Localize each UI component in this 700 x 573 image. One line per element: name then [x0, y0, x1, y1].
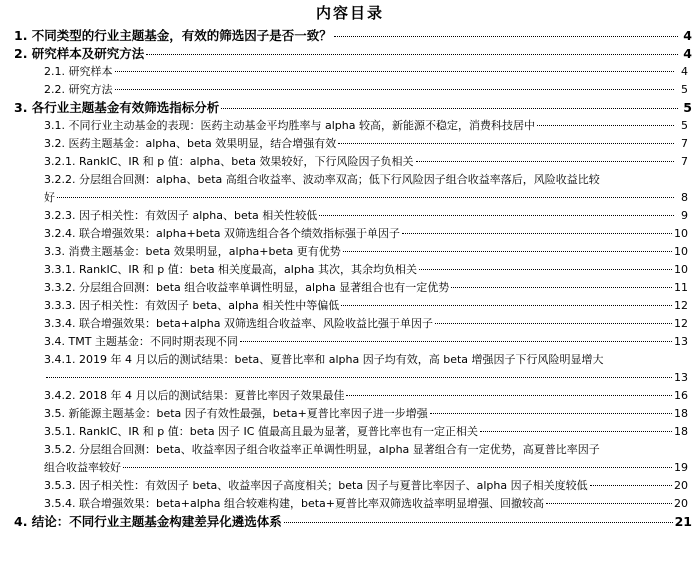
toc-entry-text: 3.3.1. RankIC、IR 和 p 值：beta 相关度最高，alpha 其次，其余均负相关: [44, 263, 418, 276]
toc-page-number: 18: [674, 425, 688, 438]
toc-list: [0, 27, 700, 531]
toc-page-number: 21: [674, 514, 692, 529]
toc-entry-e13[interactable]: [0, 261, 700, 279]
toc-page-number: 7: [681, 155, 688, 168]
dot-leader: [338, 143, 674, 144]
toc-entry-text: 3.2. 医药主题基金：alpha、beta 效果明显，结合增强有效: [44, 137, 337, 150]
toc-entry-row: [14, 27, 692, 45]
toc-entry-row: [44, 369, 688, 387]
dot-leader: [221, 108, 678, 109]
dot-leader: [284, 522, 673, 523]
dot-leader: [435, 323, 672, 324]
toc-entry-row: [44, 261, 688, 279]
toc-entry-e10[interactable]: [0, 207, 700, 225]
toc-entry-row: [44, 117, 688, 135]
toc-entry-e19[interactable]: [0, 387, 700, 405]
dot-leader: [451, 287, 672, 288]
toc-entry-row: [44, 225, 688, 243]
toc-entry-row: [44, 207, 688, 225]
toc-entry-e4[interactable]: [0, 81, 700, 99]
toc-page-number: 20: [674, 497, 688, 510]
toc-entry-row: [44, 135, 688, 153]
dot-leader: [115, 71, 675, 72]
toc-page-number: 18: [674, 407, 688, 420]
toc-page-number: 9: [681, 209, 688, 222]
toc-entry-e25[interactable]: [0, 513, 700, 531]
dot-leader: [430, 413, 672, 414]
toc-entry-text: 3.2.1. RankIC、IR 和 p 值：alpha、beta 效果较好，下行风险因子负相关: [44, 155, 414, 168]
dot-leader: [115, 89, 675, 90]
dot-leader: [419, 269, 672, 270]
toc-entry-text: 组合收益率较好: [44, 461, 121, 474]
toc-entry-text: 3. 各行业主题基金有效筛选指标分析: [14, 100, 220, 115]
toc-entry-text: 3.2.4. 联合增强效果：alpha+beta 双筛选组合各个绩效指标强于单因子: [44, 227, 400, 240]
dot-leader: [480, 431, 672, 432]
toc-entry-e9[interactable]: [0, 171, 700, 207]
dot-leader: [546, 503, 672, 504]
dot-leader: [590, 485, 672, 486]
toc-entry-row: [14, 513, 692, 531]
toc-page-number: 7: [681, 137, 688, 150]
toc-page-number: 8: [681, 191, 688, 204]
dot-leader: [537, 125, 674, 126]
toc-page-number: 4: [681, 65, 688, 78]
toc-entry-row: [14, 99, 692, 117]
toc-entry-text: 3.5.3. 因子相关性：有效因子 beta、收益率因子高度相关；beta 因子与夏普比率因子、alpha 因子相关度较低: [44, 479, 588, 492]
toc-entry-row: [44, 477, 688, 495]
toc-page-number: 13: [674, 335, 688, 348]
toc-entry-e1[interactable]: [0, 27, 700, 45]
toc-entry-e23[interactable]: [0, 477, 700, 495]
toc-entry-text: 3.5. 新能源主题基金：beta 因子有效性最强，beta+夏普比率因子进一步增强: [44, 407, 428, 420]
toc-page-number: 10: [674, 245, 688, 258]
toc-entry-e20[interactable]: [0, 405, 700, 423]
dot-leader: [46, 377, 672, 378]
toc-entry-text: 3.2.2. 分层组合回测：alpha、beta 高组合收益率、波动率双高；低下行风险因子组合收益率落后，风险收益比较: [44, 173, 600, 186]
toc-entry-e18[interactable]: [0, 351, 700, 387]
toc-entry-e22[interactable]: [0, 441, 700, 477]
toc-entry-e16[interactable]: [0, 315, 700, 333]
toc-entry-e3[interactable]: [0, 63, 700, 81]
dot-leader: [402, 233, 672, 234]
toc-entry-row: [44, 423, 688, 441]
toc-page-number: 4: [683, 46, 692, 61]
toc-entry-e24[interactable]: [0, 495, 700, 513]
toc-entry-text: 3.4.2. 2018 年 4 月以后的测试结果：夏普比率因子效果最佳: [44, 389, 345, 402]
toc-entry-e7[interactable]: [0, 135, 700, 153]
toc-entry-text: 3.2.3. 因子相关性：有效因子 alpha、beta 相关性较低: [44, 209, 318, 222]
toc-entry-e17[interactable]: [0, 333, 700, 351]
toc-entry-text: 4. 结论：不同行业主题基金构建差异化遴选体系: [14, 514, 282, 529]
toc-page-number: 12: [674, 299, 688, 312]
toc-entry-e5[interactable]: [0, 99, 700, 117]
toc-entry-e8[interactable]: [0, 153, 700, 171]
toc-entry-row: [44, 297, 688, 315]
dot-leader: [123, 467, 672, 468]
toc-entry-e21[interactable]: [0, 423, 700, 441]
toc-entry-row: [44, 81, 688, 99]
toc-entry-row: [14, 45, 692, 63]
toc-page-number: 10: [674, 227, 688, 240]
toc-entry-row: [44, 189, 688, 207]
toc-entry-row: [44, 315, 688, 333]
toc-entry-e6[interactable]: [0, 117, 700, 135]
toc-entry-e11[interactable]: [0, 225, 700, 243]
toc-page-number: 11: [674, 281, 688, 294]
toc-entry-row: [44, 459, 688, 477]
toc-entry-text: 3.1. 不同行业主动基金的表现：医药主动基金平均胜率与 alpha 较高，新能源不稳定，消费科技居中: [44, 119, 535, 132]
toc-entry-e14[interactable]: [0, 279, 700, 297]
toc-entry-text: 2.1. 研究样本: [44, 65, 113, 78]
dot-leader: [146, 54, 678, 55]
toc-title: 内容目录: [315, 4, 384, 22]
toc-page-number: 5: [681, 83, 688, 96]
toc-entry-text: 3.3.3. 因子相关性：有效因子 beta、alpha 相关性中等偏低: [44, 299, 340, 312]
toc-entry-e15[interactable]: [0, 297, 700, 315]
toc-page-number: 5: [681, 119, 688, 132]
toc-entry-text: 3.5.2. 分层组合回测：beta、收益率因子组合收益率正单调性明显，alpha 显著组合有一定优势，高夏普比率因子: [44, 443, 600, 456]
toc-entry-row: [44, 387, 688, 405]
toc-entry-text: 1. 不同类型的行业主题基金，有效的筛选因子是否一致？: [14, 28, 332, 43]
toc-entry-text: 2.2. 研究方法: [44, 83, 113, 96]
toc-entry-row: [44, 495, 688, 513]
toc-page-number: 19: [674, 461, 688, 474]
dot-leader: [416, 161, 674, 162]
toc-entry-row: [44, 333, 688, 351]
toc-entry-row: [44, 243, 688, 261]
toc-entry-row: [44, 279, 688, 297]
toc-page-number: 16: [674, 389, 688, 402]
toc-entry-text: 3.4. TMT 主题基金：不同时期表现不同: [44, 335, 238, 348]
toc-entry-e12[interactable]: [0, 243, 700, 261]
dot-leader: [346, 395, 672, 396]
toc-entry-row: [44, 405, 688, 423]
toc-page-number: 4: [683, 28, 692, 43]
toc-entry-text: 2. 研究样本及研究方法: [14, 46, 145, 61]
toc-page-number: 5: [683, 100, 692, 115]
toc-entry-row: [44, 153, 688, 171]
toc-page-number: 10: [674, 263, 688, 276]
toc-entry-e2[interactable]: [0, 45, 700, 63]
toc-entry-text: 3.3.2. 分层组合回测：beta 组合收益率单调性明显，alpha 显著组合也有一定优势: [44, 281, 450, 294]
dot-leader: [319, 215, 674, 216]
dot-leader: [57, 197, 674, 198]
dot-leader: [343, 251, 672, 252]
toc-page-number: 20: [674, 479, 688, 492]
toc-entry-text: 3.3.4. 联合增强效果：beta+alpha 双筛选组合收益率、风险收益比强于单因子: [44, 317, 433, 330]
toc-entry-text: 好: [44, 191, 55, 204]
toc-page-number: 13: [674, 371, 688, 384]
dot-leader: [334, 36, 678, 37]
toc-entry-text: 3.5.1. RankIC、IR 和 p 值：beta 因子 IC 值最高且最为显著，夏普比率也有一定正相关: [44, 425, 478, 438]
dot-leader: [240, 341, 672, 342]
toc-entry-row: [44, 63, 688, 81]
toc-entry-text: 3.4.1. 2019 年 4 月以后的测试结果：beta、夏普比率和 alpha 因子均有效，高 beta 增强因子下行风险明显增大: [44, 353, 604, 366]
dot-leader: [341, 305, 672, 306]
toc-entry-text: 3.5.4. 联合增强效果：beta+alpha 组合较难构建，beta+夏普比率双筛选收益率明显增强、回撤较高: [44, 497, 545, 510]
toc-page-number: 12: [674, 317, 688, 330]
toc-entry-text: 3.3. 消费主题基金：beta 效果明显，alpha+beta 更有优势: [44, 245, 341, 258]
